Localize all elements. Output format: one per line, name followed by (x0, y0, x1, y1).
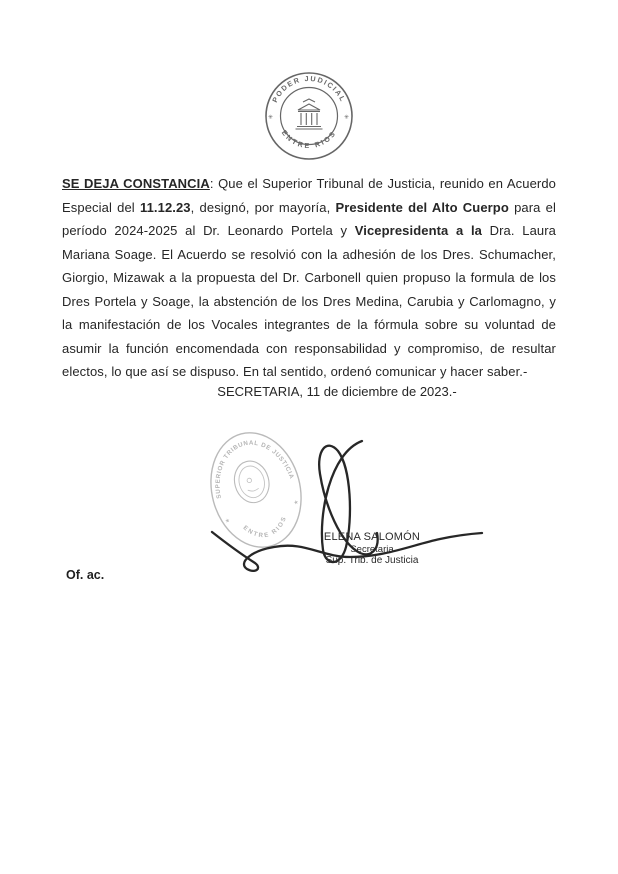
body-text-segment: para el período 2024-2025 al Dr. Leonardo Portela y (62, 199, 556, 238)
signatory-organization: Sup. Trib. de Justicia (325, 555, 419, 566)
signatory-block (310, 531, 434, 566)
courthouse-icon (296, 99, 323, 129)
body-paragraph (62, 172, 556, 384)
seal-arc-top-text: PODER JUDICIAL (270, 73, 348, 104)
seal-arc-bottom-text: ENTRE RIOS (279, 128, 339, 151)
stamp-star-left: ★ (224, 517, 231, 525)
body-text-segment: , designó, por mayoría, (190, 199, 336, 215)
seal-side-mark-right: ✳ (344, 115, 350, 121)
body-text-segment: Vicepresidenta a la (354, 223, 483, 238)
signatory-name: ELENA SALOMÓN (323, 531, 421, 543)
seal-side-mark-left: ✳ (268, 115, 274, 121)
stamp-star-right: ★ (293, 499, 300, 507)
signatory-title: Secretaria (350, 544, 394, 555)
stamp-arc-bottom-text: ENTRE RIOS (241, 514, 289, 540)
body-text-segment: : Que el Superior Tribunal de Justicia, reunido en Acuerdo Especial del (62, 176, 556, 215)
body-text-segment: 11.12.23 (139, 199, 191, 215)
secretary-oval-stamp-icon (186, 408, 326, 573)
body-text-segment: Dra. Laura Mariana Soage. El Acuerdo se resolvió con la adhesión de los Dres. Schumacher, Giorgio, Mizawak a la propuesta del Dr. Carbonell quien propuso la formula de los Dres Portela y Soage, la abstención de los Dres Medina, Carubia y Carlomagno, y la manifestación de los Vocales integrantes de la fórmula sobre su voluntad de asumir la función encomendada con responsabilidad y compromiso, de resultar electos, lo que así se dispuso. En tal sentido, ordenó comunicar y hacer saber.- (62, 223, 556, 379)
body-text-segment: SE DEJA CONSTANCIA (62, 176, 210, 191)
body-text-segment: Presidente del Alto Cuerpo (335, 199, 509, 215)
poder-judicial-seal-icon (259, 66, 359, 166)
date-line: SECRETARIA, 11 de diciembre de 2023.- (217, 384, 457, 399)
footer-note: Of. ac. (66, 568, 105, 582)
stamp-arc-top-text: SUPERIOR TRIBUNAL DE JUSTICIA (214, 439, 296, 500)
